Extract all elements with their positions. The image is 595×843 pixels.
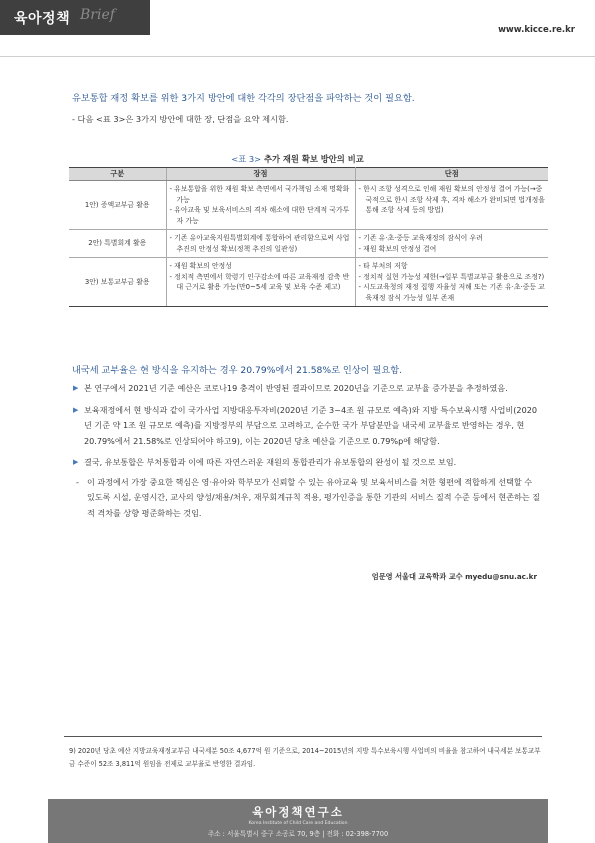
- pros-item: - 정치적 측면에서 학령기 인구감소에 따른 교육재정 감축 반대 근거로 활용 가능(만0~5세 교육 및 보육 수준 제고): [169, 272, 350, 291]
- dash-text: 이 과정에서 가장 중요한 핵심은 영·유아와 학부모가 신뢰할 수 있는 유아교육 및 보육서비스를 처한 형편에 적합하게 선택할 수 있도록 시설, 운영시간, 교사의 양성/채용/처우, 재무회계규칙 적용, 평가인증을 통한 기관의 서비스 질적 수준 등에서 현존하는 질적 격차를 상향 평준화하는 것임.: [87, 476, 541, 518]
- cons-item: - 정치적 실현 가능성 제한(→일부 특별교부금 활용으로 조정?): [358, 272, 545, 281]
- cons-item: - 시도교육청의 재정 집행 자율성 저해 또는 기존 유·초·중등 교육재정 잠식 가능성 일부 존재: [358, 283, 545, 302]
- row-cons: [355, 258, 548, 307]
- cons-item: - 재원 확보의 안정성 결여: [358, 244, 437, 253]
- row-cons: [355, 181, 548, 230]
- table-row: [69, 181, 548, 230]
- brand-sub-text: Brief: [80, 7, 115, 23]
- cons-item: - 타 부처의 저항: [358, 262, 408, 270]
- pros-item: - 유보통합을 위한 재원 확보 측면에서 국가책임 소재 명확화 가능: [169, 185, 350, 204]
- section-heading: 내국세 교부율은 현 방식을 유지하는 경우 20.79%에서 21.58%로 인상이 필요함.: [72, 365, 403, 376]
- footnote-text: 9) 2020년 당초 예산 지방교육재정교부금 내국세분 50조 4,677억 원 기준으로, 2014~2015년의 지방 특수보육시행 사업비의 비율을 참고하여 내국세분 보통교부금 수준이 52조 3,811억 원임을 전제로 교부율로 반영한 결과임.: [69, 747, 541, 768]
- dash-item: [72, 475, 542, 522]
- triangle-bullet-icon: ▶: [73, 405, 79, 414]
- row-cons: [355, 230, 548, 258]
- footnote-divider: [64, 736, 542, 737]
- row-pros: [166, 181, 355, 230]
- bullet-item: [72, 455, 542, 471]
- page-header: [0, 0, 595, 57]
- table-row: [69, 258, 548, 307]
- row-category: 1안) 증액교부금 활용: [69, 181, 166, 230]
- page-footer: [48, 799, 548, 843]
- intro-heading: 유보통합 재정 확보를 위한 3가지 방안에 대한 각각의 장단점을 파악하는 것이 필요함.: [72, 93, 415, 104]
- header-category: 구분: [69, 168, 166, 181]
- header-divider: [0, 56, 595, 57]
- table-caption-prefix: <표 3>: [231, 154, 262, 164]
- row-category: 2안) 특별회계 활용: [69, 230, 166, 258]
- row-pros: [166, 258, 355, 307]
- footer-address: 주소 : 서울특별시 중구 소공로 70, 9층 | 전화 : 02-398-7700: [207, 830, 389, 838]
- bullet-item: [72, 403, 542, 450]
- cons-item: - 한시 조항 성격으로 인해 재원 확보의 안정성 결여 가능(→중국적으로 한시 조항 삭제 후, 격차 해소가 완비되면 법개정을 통해 조항 삭제 등의 방법): [358, 185, 545, 214]
- table-caption-title: 추가 재원 확보 방안의 비교: [264, 154, 364, 164]
- footer-org-eng: Korea Institute of Child Care and Education: [248, 821, 348, 826]
- table-header-row: [69, 168, 548, 181]
- triangle-bullet-icon: ▶: [73, 458, 79, 466]
- bullet-text: 본 연구에서 2021년 기준 예산은 코로나19 충격이 반영된 결과이므로 2020년을 기준으로 교부율 증가분을 추정하였음.: [84, 383, 508, 393]
- author-line: 엄문영 서울대 교육학과 교수 myedu@snu.ac.kr: [371, 572, 537, 581]
- bullet-list: [72, 381, 542, 521]
- comparison-table: [69, 167, 548, 307]
- table-caption: [0, 153, 595, 165]
- bullet-item: [72, 381, 542, 397]
- brand-main-text: 육아정책: [14, 11, 71, 27]
- intro-dash-text: - 다음 <표 3>은 3가지 방안에 대한 장, 단점을 요약 제시함.: [72, 114, 289, 124]
- pros-item: - 재원 확보의 안정성: [169, 262, 232, 270]
- pros-item: - 기존 유아교육지원특별회계에 통합하여 관리함으로써 사업 추진의 안정성 확보(정책 추진의 일관성): [169, 234, 350, 253]
- triangle-bullet-icon: ▶: [73, 384, 79, 392]
- header-cons: 단점: [355, 168, 548, 181]
- cons-item: - 기존 유·초·중등 교육재정의 잠식이 우려: [358, 234, 483, 242]
- table-row: [69, 230, 548, 258]
- row-pros: [166, 230, 355, 258]
- bullet-text: 결국, 유보통합은 부처통합과 이에 따른 자연스러운 재원의 통합관리가 유보통합의 완성이 될 것으로 보임.: [84, 457, 457, 467]
- row-category: 3안) 보통교부금 활용: [69, 258, 166, 307]
- brand-logo: [0, 0, 150, 35]
- footer-org-name: 육아정책연구소: [252, 805, 344, 819]
- bullet-text: 보육재정에서 현 방식과 같이 국가사업 지방대응투자비(2020년 기준 3~4조 원 규모로 예측)와 지방 특수보육시행 사업비(2020년 기준 약 1조 원 규모로 예측)를 지방정부의 부담으로 고려하고, 순수한 국가 부담분만을 내국세 교부율로 반영하는 경우, 현 20.79%에서 21.58%로 인상되어야 하고9), 이는 2020년 당초 예산을 기준으로 0.79%p에 해당함.: [84, 404, 538, 446]
- pros-item: - 유아교육 및 보육서비스의 격차 해소에 대한 단계적 국가투자 가능: [169, 206, 350, 225]
- dash-mark: -: [76, 476, 79, 487]
- site-url-link[interactable]: www.kicce.re.kr: [498, 25, 575, 35]
- header-pros: 장점: [166, 168, 355, 181]
